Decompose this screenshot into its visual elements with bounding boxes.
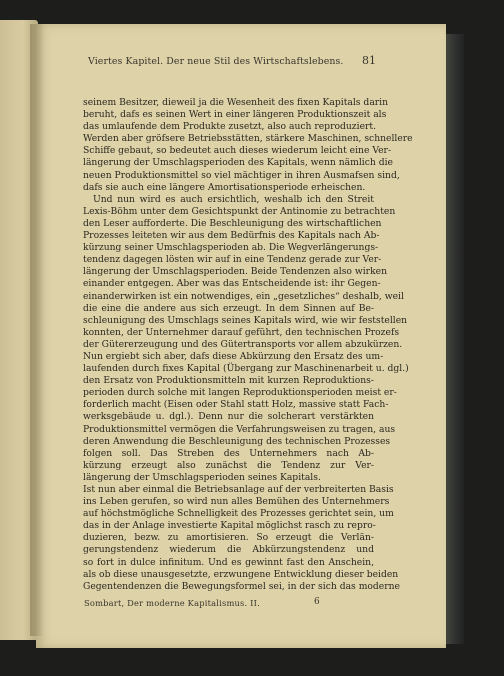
text-line: den Leser aufforderte. Die Beschleunigung des wirtschaftlichen xyxy=(83,217,382,229)
text-line: das in der Anlage investierte Kapital möglichst rasch zu repro- xyxy=(83,520,376,532)
text-line: perioden durch solche mit langen Reproduktionsperioden meist er- xyxy=(83,387,397,399)
text-line: folgen soll. Das Streben des Unternehmers nach Ab- xyxy=(83,447,374,459)
text-line: der Gütererzeugung und des Gütertransports vor allem abzukürzen. xyxy=(83,338,403,350)
running-title: Viertes Kapitel. Der neue Stil des Wirtschaftslebens. xyxy=(88,56,344,67)
body-text xyxy=(83,97,413,593)
text-line: Nun ergiebt sich aber, dafs diese Abkürzung den Ersatz des um- xyxy=(83,350,384,362)
text-line: einander entgegen. Aber was das Entscheidende ist: ihr Gegen- xyxy=(83,278,381,290)
text-line: ins Leben gerufen, so wird nun alles Bemühen des Unternehmers xyxy=(83,496,390,508)
text-line: Produktionsmittel vermögen die Verfahrungsweisen zu tragen, aus xyxy=(83,423,396,435)
text-line: Schiffe gebaut, so bedeutet auch dieses wiederum leicht eine Ver- xyxy=(83,145,392,157)
text-line: neuen Produktionsmittel so viel mächtiger in ihren Ausmafsen sind, xyxy=(83,169,400,181)
text-line: laufenden durch fixes Kapital (Übergang zur Maschinenarbeit u. dgl.) xyxy=(83,363,409,375)
text-line: beruht, dafs es seinen Wert in einer längeren Produktionszeit als xyxy=(83,109,387,121)
book-cover-edge xyxy=(446,34,464,644)
text-line: Prozesses leiteten wir aus dem Bedürfnis des Kapitals nach Ab- xyxy=(83,230,380,242)
text-line: werksgebäude u. dgl.). Denn nur die solcherart verstärkten xyxy=(83,411,374,423)
text-line: konnten, der Unternehmer darauf geführt, den technischen Prozefs xyxy=(83,326,400,338)
text-line: dafs sie auch eine längere Amortisationsperiode erheischen. xyxy=(83,181,366,193)
text-line: gerungstendenz wiederum die Abkürzungstendenz und xyxy=(83,544,374,556)
text-line: Und nun wird es auch ersichtlich, weshalb ich den Streit xyxy=(93,193,374,205)
text-line: das umlaufende dem Produkte zusetzt, also auch reproduziert. xyxy=(83,121,377,133)
text-line: deren Anwendung die Beschleunigung des technischen Prozesses xyxy=(83,435,391,447)
text-line: tendenz dagegen lösten wir auf in eine Tendenz gerade zur Ver- xyxy=(83,254,382,266)
text-line: kürzung erzeugt also zunächst die Tendenz zur Ver- xyxy=(83,459,374,471)
text-line: längerung der Umschlagsperioden seines Kapitals. xyxy=(83,471,321,483)
text-line: schleunigung des Umschlags seines Kapitals wird, wie wir feststellen xyxy=(83,314,408,326)
text-line: duzieren, bezw. zu amortisieren. So erzeugt die Verlän- xyxy=(83,532,374,544)
text-line: Gegentendenzen die Bewegungsformel sei, in der sich das moderne xyxy=(83,580,400,592)
text-line: als ob diese unausgesetzte, erzwungene Entwicklung dieser beiden xyxy=(83,568,399,580)
signature-line: Sombart, Der moderne Kapitalismus. II. xyxy=(84,598,260,608)
text-line: seinem Besitzer, dieweil ja die Wesenheit des fixen Kapitals darin xyxy=(83,97,389,108)
text-line: Werden aber gröfsere Betriebsstätten, stärkere Maschinen, schnellere xyxy=(83,133,413,145)
text-line: Lexis-Böhm unter dem Gesichtspunkt der Antinomie zu betrachten xyxy=(83,205,396,217)
page-number: 81 xyxy=(362,54,376,67)
text-line: Ist nun aber einmal die Betriebsanlage auf der verbreiterten Basis xyxy=(83,484,394,495)
text-line: forderlich macht (Eisen oder Stahl statt Holz, massive statt Fach- xyxy=(83,399,389,411)
text-line: einanderwirken ist ein notwendiges, ein „gesetzliches“ deshalb, weil xyxy=(83,290,404,302)
text-line: längerung der Umschlagsperioden des Kapitals, wenn nämlich die xyxy=(83,157,393,169)
signature-mark: 6 xyxy=(314,597,320,607)
page-gutter xyxy=(30,24,44,636)
text-line: kürzung seiner Umschlagsperioden ab. Die Wegverlängerungs- xyxy=(83,242,379,254)
text-line: die eine die andere aus sich erzeugt. In dem Sinnen auf Be- xyxy=(83,302,374,314)
text-line: längerung der Umschlagsperioden. Beide Tendenzen also wirken xyxy=(83,266,387,278)
text-line: so fort in dulce infinitum. Und es gewinnt fast den Anschein, xyxy=(83,556,374,568)
text-line: den Ersatz von Produktionsmitteln mit kurzen Reproduktions- xyxy=(83,375,374,387)
text-line: auf höchstmögliche Schnelligkeit des Prozesses gerichtet sein, um xyxy=(83,508,394,520)
